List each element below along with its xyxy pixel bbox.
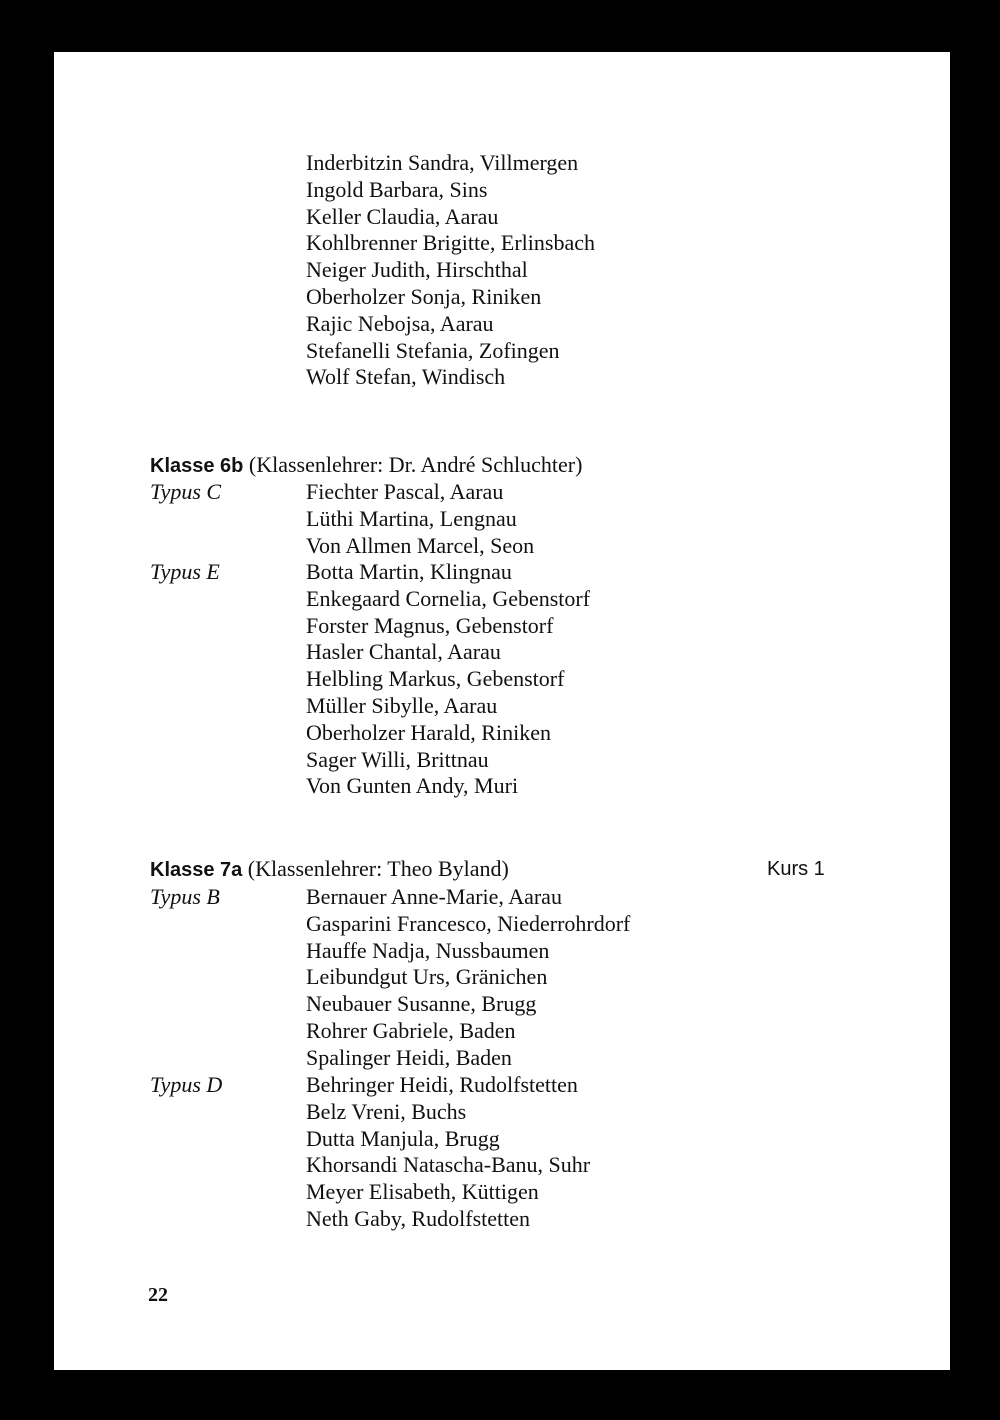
- list-item: Sager Willi, Brittnau: [306, 746, 489, 772]
- student-list-continued: [306, 150, 595, 391]
- typus-b-label: Typus B: [150, 884, 220, 909]
- list-item: Keller Claudia, Aarau: [306, 203, 499, 229]
- list-item: Bernauer Anne-Marie, Aarau: [306, 884, 562, 909]
- list-item: Stefanelli Stefania, Zofingen: [306, 337, 560, 363]
- list-item: Von Allmen Marcel, Seon: [306, 532, 535, 558]
- list-item: Dutta Manjula, Brugg: [306, 1125, 500, 1151]
- klasse-6b-label: Klasse 6b: [150, 455, 244, 477]
- klasse-6b-heading: [150, 452, 582, 480]
- list-item: Hauffe Nadja, Nussbaumen: [306, 937, 550, 963]
- klasse-7a-typus-d-list: [306, 1072, 590, 1233]
- page-number: 22: [148, 1284, 168, 1306]
- document-page: [54, 52, 950, 1370]
- klasse-7a-heading: [150, 856, 509, 884]
- list-item: Rohrer Gabriele, Baden: [306, 1017, 516, 1043]
- list-item: Ingold Barbara, Sins: [306, 176, 488, 202]
- list-item: Müller Sibylle, Aarau: [306, 692, 498, 718]
- klasse-6b-typus-c-list: [306, 479, 534, 559]
- list-item: Behringer Heidi, Rudolfstetten: [306, 1072, 578, 1097]
- list-item: Neubauer Susanne, Brugg: [306, 991, 537, 1017]
- list-item: Gasparini Francesco, Niederrohrdorf: [306, 910, 631, 936]
- list-item: Belz Vreni, Buchs: [306, 1098, 467, 1124]
- list-item: Lüthi Martina, Lengnau: [306, 505, 517, 531]
- list-item: Von Gunten Andy, Muri: [306, 773, 519, 799]
- klasse-6b-typus-e-list: [306, 559, 590, 800]
- list-item: Meyer Elisabeth, Küttigen: [306, 1179, 539, 1205]
- klasse-6b-teacher: (Klassenlehrer: Dr. André Schluchter): [248, 452, 583, 477]
- list-item: Khorsandi Natascha-Banu, Suhr: [306, 1152, 591, 1178]
- list-item: Spalinger Heidi, Baden: [306, 1044, 512, 1070]
- list-item: Kohlbrenner Brigitte, Erlinsbach: [306, 230, 595, 256]
- klasse-7a-teacher: (Klassenlehrer: Theo Byland): [247, 856, 509, 881]
- list-item: Hasler Chantal, Aarau: [306, 639, 501, 665]
- kurs-label: Kurs 1: [767, 858, 825, 880]
- list-item: Fiechter Pascal, Aarau: [306, 479, 504, 504]
- typus-e-label: Typus E: [150, 559, 220, 584]
- klasse-7a-typus-b-list: [306, 884, 630, 1072]
- list-item: Wolf Stefan, Windisch: [306, 364, 506, 390]
- list-item: Enkegaard Cornelia, Gebenstorf: [306, 585, 591, 611]
- list-item: Inderbitzin Sandra, Villmergen: [306, 150, 579, 175]
- klasse-7a-label: Klasse 7a: [150, 859, 243, 881]
- list-item: Oberholzer Sonja, Riniken: [306, 283, 542, 309]
- list-item: Rajic Nebojsa, Aarau: [306, 310, 494, 336]
- typus-c-label: Typus C: [150, 479, 222, 504]
- list-item: Botta Martin, Klingnau: [306, 559, 512, 584]
- list-item: Neiger Judith, Hirschthal: [306, 257, 528, 283]
- list-item: Oberholzer Harald, Riniken: [306, 719, 551, 745]
- list-item: Neth Gaby, Rudolfstetten: [306, 1205, 531, 1231]
- list-item: Leibundgut Urs, Gränichen: [306, 964, 548, 990]
- list-item: Helbling Markus, Gebenstorf: [306, 666, 565, 692]
- typus-d-label: Typus D: [150, 1072, 223, 1097]
- list-item: Forster Magnus, Gebenstorf: [306, 612, 554, 638]
